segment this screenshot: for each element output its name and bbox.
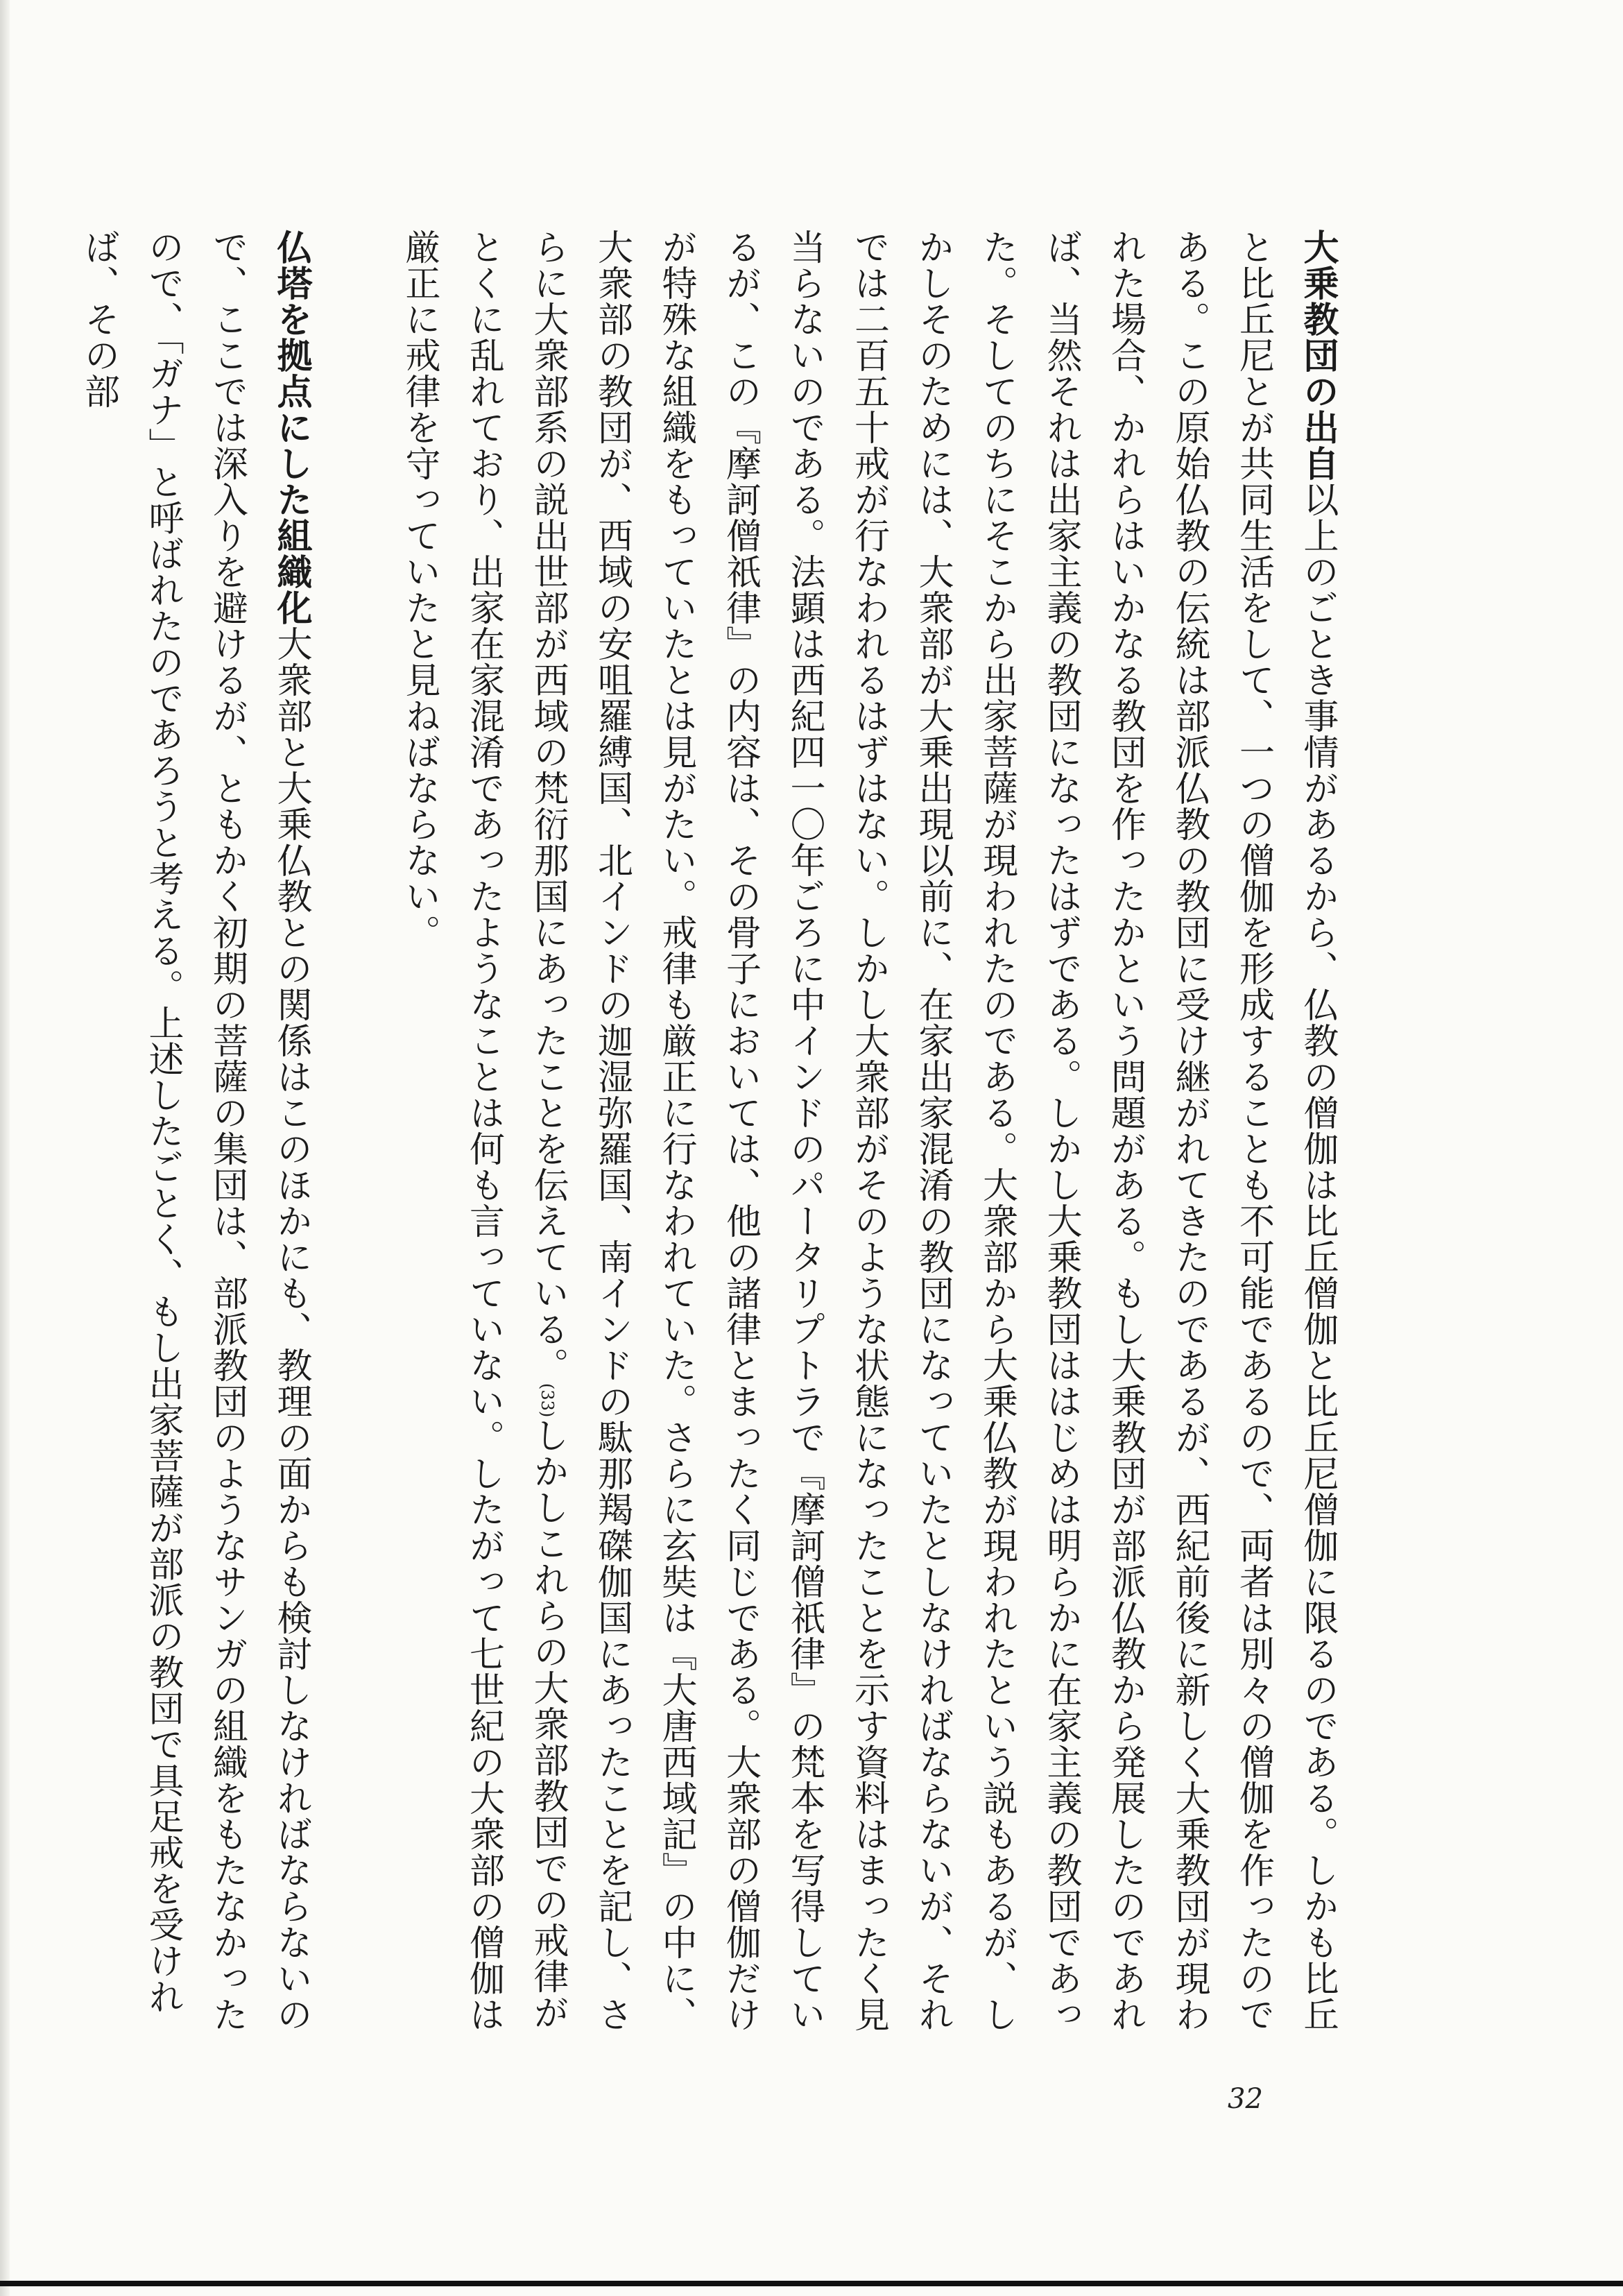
- page-number: 32: [1228, 2083, 1263, 2115]
- binding-shadow: [0, 0, 10, 2296]
- bottom-border: [0, 2281, 1623, 2286]
- section-heading: 仏塔を拠点にした組織化: [270, 229, 311, 626]
- section-stupa-organization: [66, 229, 323, 2046]
- vertical-text-body: [66, 229, 1349, 2046]
- footnote-reference: (33): [538, 1383, 557, 1418]
- paragraph-text: しかしこれらの大衆部教団での戒律がとくに乱れており、出家在家混淆であったようなことは何も言っていない。したがって七世紀の大衆部の僧伽は厳正に戒律を守っていたと見ねばならない。: [399, 229, 568, 2032]
- paragraph-text: 大衆部と大乗仏教との関係はこのほかにも、教理の面からも検討しなければならないので、ここでは深入りを避けるが、ともかく初期の菩薩の集団は、部派教団のようなサンガの組織をもたなかったので、「ガナ」と呼ばれたのであろうと考える。上述したごとく、もし出家菩薩が部派の教団で具足戒を受ければ、その部: [78, 229, 311, 2032]
- section-ascetic-origin: [387, 229, 1350, 2046]
- paragraph-text: 以上のごとき事情があるから、仏教の僧伽は比丘僧伽と比丘尼僧伽に限るのである。しかも比丘と比丘尼とが共同生活をして、一つの僧伽を形成することも不可能であるので、両者は別々の僧伽を作ったのである。この原始仏教の伝統は部派仏教の教団に受け継がれてきたのであるが、西紀前後に新しく大乗教団が現われた場合、かれらはいかなる教団を作ったかという問題がある。もし大乗教団が部派仏教から発展したのであれば、当然それは出家主義の教団になったはずである。しかし大乗教団ははじめは明らかに在家主義の教団であった。そしてのちにそこから出家菩薩が現われたのである。大衆部から大乗仏教が現われたという説もあるが、しかしそのためには、大衆部が大乗出現以前に、在家出家混淆の教団になっていたとしなければならないが、それでは二百五十戒が行なわれるはずはない。しかし大衆部がそのような状態になったことを示す資料はまったく見当らないのである。法顕は西紀四一〇年ごろに中インドのパータリプトラで『摩訶僧祇律』の梵本を写得しているが、この『摩訶僧祇律』の内容は、その骨子においては、他の諸律とまったく同じである。大衆部の僧伽だけが特殊な組織をもっていたとは見がたい。戒律も厳正に行なわれていた。さらに玄奘は『大唐西域記』の中に、大衆部の教団が、西域の安咀羅縛国、北インドの迦湿弥羅国、南インドの駄那羯磔伽国にあったことを記し、さらに大衆部系の説出世部が西域の梵衍那国にあったことを伝えている。: [527, 229, 1338, 2032]
- section-heading: 大乗教団の出自: [1297, 229, 1338, 481]
